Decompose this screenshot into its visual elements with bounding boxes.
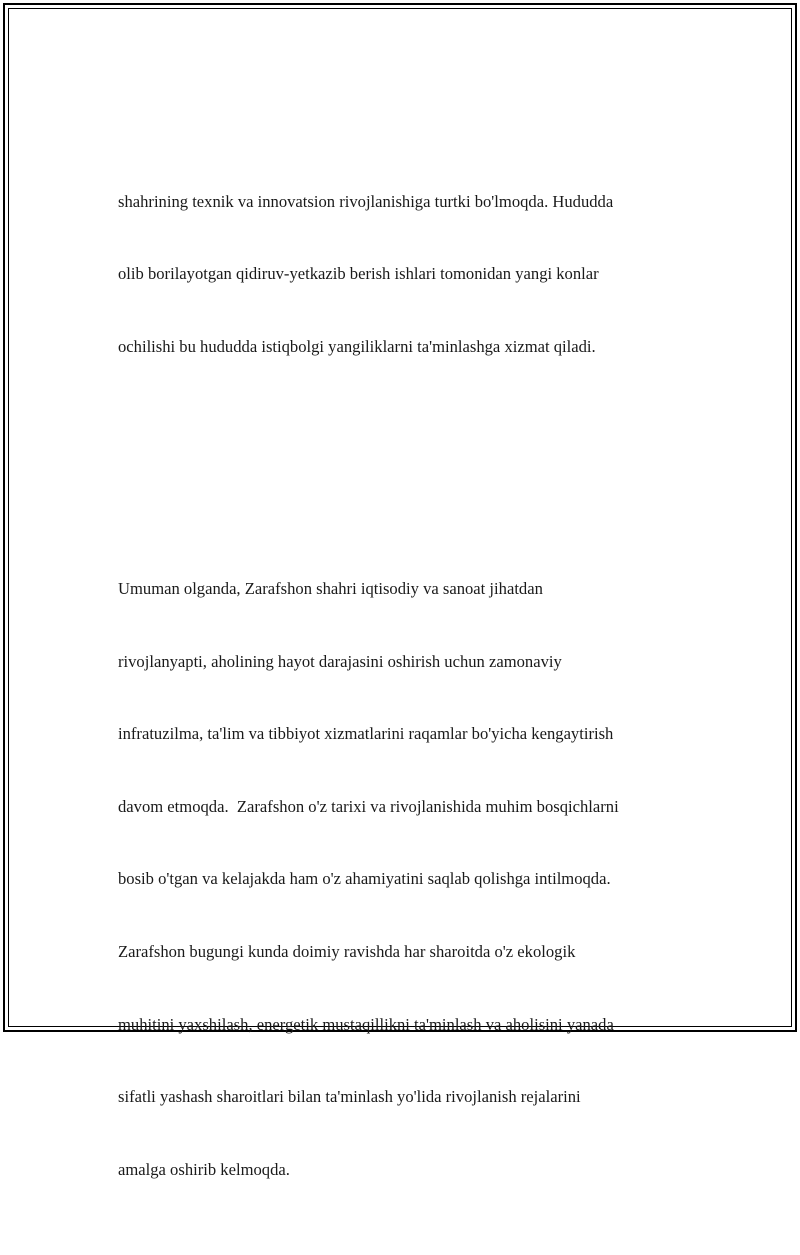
text-line: Umuman olganda, Zarafshon shahri iqtisodiy va sanoat jihatdan [118, 579, 543, 599]
paragraph-spacer [118, 456, 693, 480]
paragraph-2 [118, 529, 693, 1231]
text-line: sifatli yashash sharoitlari bilan ta'minlash yo'lida rivojlanish rejalarini [118, 1087, 581, 1107]
text-line: amalga oshirib kelmoqda. [118, 1159, 290, 1179]
document-body [118, 93, 693, 1255]
text-line: rivojlanyapti, aholining hayot darajasini oshirish uchun zamonaviy [118, 651, 562, 671]
text-line: olib borilayotgan qidiruv-yetkazib berish ishlari tomonidan yangi konlar [118, 264, 599, 284]
text-line: Zarafshon bugungi kunda doimiy ravishda har sharoitda o'z ekologik [118, 942, 576, 962]
text-line: shahrining texnik va innovatsion rivojlanishiga turtki bo'lmoqda. Hududda [118, 191, 614, 211]
text-line: ochilishi bu hududda istiqbolgi yangiliklarni ta'minlashga xizmat qiladi. [118, 337, 596, 357]
text-line: muhitini yaxshilash, energetik mustaqillikni ta'minlash va aholisini yanada [118, 1014, 614, 1034]
text-line: bosib o'tgan va kelajakda ham o'z ahamiyatini saqlab qolishga intilmoqda. [118, 869, 611, 889]
paragraph-1 [118, 141, 693, 407]
text-line: davom etmoqda. Zarafshon o'z tarixi va rivojlanishida muhim bosqichlarni [118, 796, 619, 816]
text-line: infratuzilma, ta'lim va tibbiyot xizmatlarini raqamlar bo'yicha kengaytirish [118, 724, 614, 744]
